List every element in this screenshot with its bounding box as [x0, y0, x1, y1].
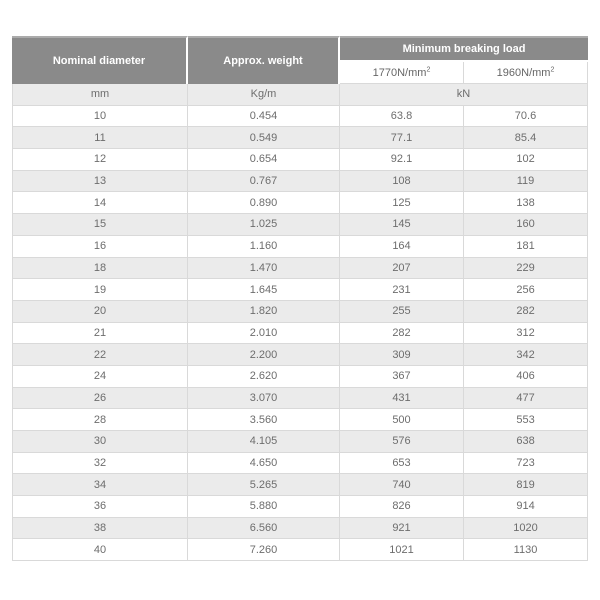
unit-weight: Kg/m [188, 84, 340, 106]
cell-diameter: 32 [12, 453, 188, 475]
cell-load-1960: 819 [464, 474, 588, 496]
cell-weight: 7.260 [188, 539, 340, 561]
cell-diameter: 20 [12, 301, 188, 323]
cell-weight: 4.650 [188, 453, 340, 475]
cell-diameter: 19 [12, 279, 188, 301]
cell-weight: 2.200 [188, 344, 340, 366]
cell-weight: 1.820 [188, 301, 340, 323]
cell-load-1770: 1021 [340, 539, 464, 561]
cell-load-1960: 914 [464, 496, 588, 518]
table-row [12, 518, 588, 540]
table-row [12, 453, 588, 475]
cell-weight: 0.549 [188, 127, 340, 149]
cell-load-1770: 653 [340, 453, 464, 475]
unit-load: kN [340, 84, 588, 106]
cell-load-1770: 826 [340, 496, 464, 518]
cell-load-1770: 145 [340, 214, 464, 236]
col-header-nominal-diameter: Nominal diameter [12, 36, 188, 84]
cell-load-1770: 367 [340, 366, 464, 388]
cell-diameter: 24 [12, 366, 188, 388]
cell-load-1770: 921 [340, 518, 464, 540]
cell-load-1770: 431 [340, 388, 464, 410]
cell-load-1770: 255 [340, 301, 464, 323]
cell-load-1960: 70.6 [464, 106, 588, 128]
cell-load-1770: 108 [340, 171, 464, 193]
cell-load-1960: 181 [464, 236, 588, 258]
table-row [12, 474, 588, 496]
cell-weight: 1.470 [188, 258, 340, 280]
table-row [12, 192, 588, 214]
cell-diameter: 34 [12, 474, 188, 496]
cell-weight: 3.560 [188, 409, 340, 431]
wire-rope-specs-table [12, 36, 588, 561]
cell-load-1770: 231 [340, 279, 464, 301]
cell-load-1960: 638 [464, 431, 588, 453]
subheader-1770-label: 1770N/mm [372, 66, 427, 79]
cell-diameter: 30 [12, 431, 188, 453]
cell-diameter: 40 [12, 539, 188, 561]
cell-weight: 6.560 [188, 518, 340, 540]
table-row [12, 539, 588, 561]
cell-diameter: 14 [12, 192, 188, 214]
table-row [12, 171, 588, 193]
cell-load-1960: 723 [464, 453, 588, 475]
cell-diameter: 21 [12, 323, 188, 345]
cell-load-1960: 229 [464, 258, 588, 280]
cell-load-1770: 77.1 [340, 127, 464, 149]
superscript-2: 2 [426, 65, 431, 73]
cell-weight: 4.105 [188, 431, 340, 453]
subheader-1960-label: 1960N/mm [496, 66, 551, 79]
table-row [12, 366, 588, 388]
cell-load-1960: 342 [464, 344, 588, 366]
cell-weight: 0.654 [188, 149, 340, 171]
cell-load-1770: 207 [340, 258, 464, 280]
col-header-minimum-breaking-load: Minimum breaking load [340, 36, 588, 62]
cell-weight: 1.160 [188, 236, 340, 258]
cell-load-1770: 576 [340, 431, 464, 453]
cell-load-1960: 256 [464, 279, 588, 301]
table-row [12, 258, 588, 280]
cell-weight: 0.890 [188, 192, 340, 214]
cell-load-1770: 500 [340, 409, 464, 431]
table-row [12, 344, 588, 366]
superscript-2: 2 [550, 65, 555, 73]
cell-load-1960: 312 [464, 323, 588, 345]
cell-diameter: 15 [12, 214, 188, 236]
table-row [12, 149, 588, 171]
cell-load-1960: 1130 [464, 539, 588, 561]
cell-diameter: 26 [12, 388, 188, 410]
cell-weight: 5.265 [188, 474, 340, 496]
col-subheader-1960 [464, 62, 588, 84]
cell-weight: 3.070 [188, 388, 340, 410]
cell-diameter: 18 [12, 258, 188, 280]
table-row [12, 236, 588, 258]
cell-load-1770: 92.1 [340, 149, 464, 171]
table-row [12, 323, 588, 345]
cell-load-1960: 119 [464, 171, 588, 193]
cell-load-1960: 477 [464, 388, 588, 410]
cell-weight: 0.454 [188, 106, 340, 128]
cell-weight: 1.645 [188, 279, 340, 301]
cell-diameter: 11 [12, 127, 188, 149]
col-header-approx-weight: Approx. weight [188, 36, 340, 84]
table-row [12, 301, 588, 323]
cell-load-1960: 138 [464, 192, 588, 214]
cell-load-1770: 164 [340, 236, 464, 258]
table-row [12, 127, 588, 149]
cell-load-1960: 282 [464, 301, 588, 323]
cell-load-1960: 1020 [464, 518, 588, 540]
table-row [12, 279, 588, 301]
cell-weight: 0.767 [188, 171, 340, 193]
cell-diameter: 13 [12, 171, 188, 193]
cell-load-1770: 740 [340, 474, 464, 496]
cell-diameter: 38 [12, 518, 188, 540]
cell-diameter: 16 [12, 236, 188, 258]
table-row [12, 106, 588, 128]
table-row [12, 431, 588, 453]
cell-weight: 1.025 [188, 214, 340, 236]
cell-load-1960: 406 [464, 366, 588, 388]
cell-load-1770: 125 [340, 192, 464, 214]
cell-load-1770: 63.8 [340, 106, 464, 128]
table-row [12, 214, 588, 236]
cell-weight: 2.010 [188, 323, 340, 345]
cell-load-1770: 282 [340, 323, 464, 345]
cell-diameter: 28 [12, 409, 188, 431]
unit-diameter: mm [12, 84, 188, 106]
cell-weight: 5.880 [188, 496, 340, 518]
cell-diameter: 10 [12, 106, 188, 128]
cell-load-1960: 553 [464, 409, 588, 431]
cell-load-1770: 309 [340, 344, 464, 366]
header-row [12, 36, 588, 62]
cell-weight: 2.620 [188, 366, 340, 388]
cell-diameter: 36 [12, 496, 188, 518]
col-subheader-1770 [340, 62, 464, 84]
table-row [12, 409, 588, 431]
table-row [12, 388, 588, 410]
cell-diameter: 22 [12, 344, 188, 366]
table-row [12, 496, 588, 518]
units-row [12, 84, 588, 106]
cell-load-1960: 85.4 [464, 127, 588, 149]
cell-diameter: 12 [12, 149, 188, 171]
cell-load-1960: 160 [464, 214, 588, 236]
cell-load-1960: 102 [464, 149, 588, 171]
